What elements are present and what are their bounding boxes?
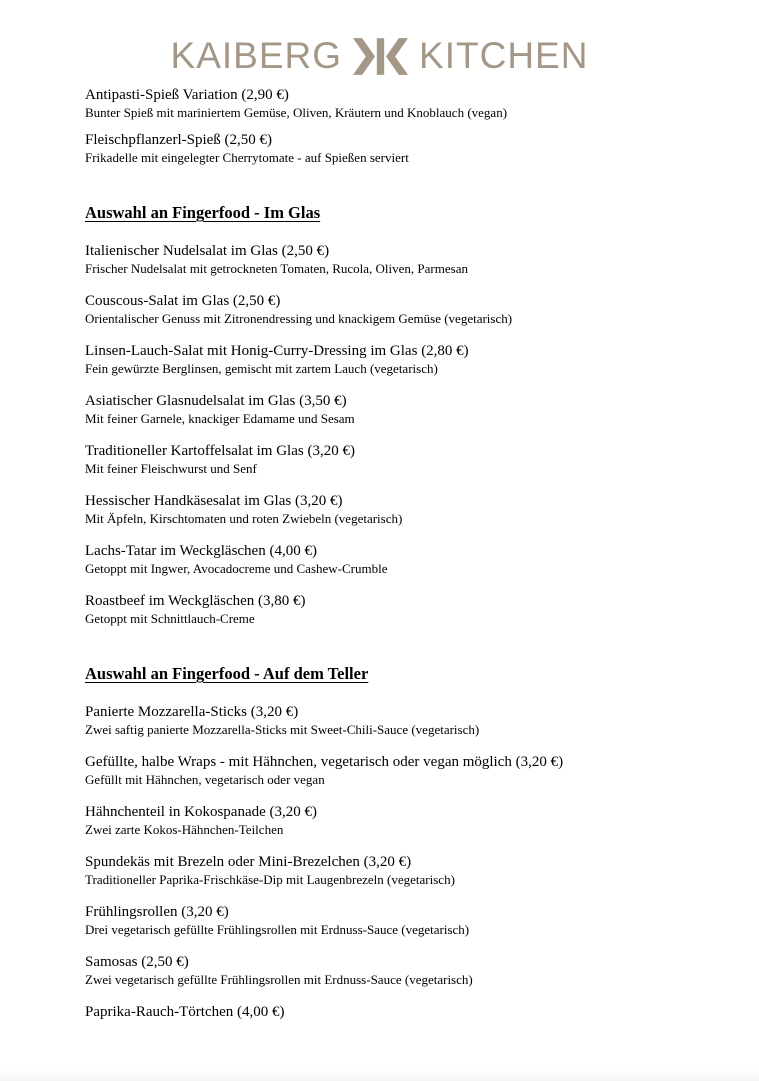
menu-item-title — [85, 753, 674, 771]
menu-item-name: Panierte Mozzarella-Sticks — [85, 704, 248, 720]
menu-item-description: Orientalischer Genuss mit Zitronendressing und knackigem Gemüse (vegetarisch) — [85, 311, 513, 326]
menu-item — [85, 86, 674, 121]
menu-item-title — [85, 131, 674, 149]
menu-item-title — [85, 542, 674, 560]
logo-word-kitchen: KITCHEN — [419, 35, 589, 76]
menu-item-title — [85, 442, 674, 460]
menu-item — [85, 853, 674, 888]
menu-item-price: (3,20 €) — [269, 804, 318, 820]
menu-section-im-glas — [85, 202, 674, 627]
logo-word-kaiberg: KAIBERG — [170, 35, 343, 76]
section-heading: Auswahl an Fingerfood - Im Glas — [85, 203, 321, 222]
menu-item-title — [85, 953, 674, 971]
menu-item-name: Hessischer Handkäsesalat im Glas — [85, 493, 292, 509]
menu-item-name: Paprika-Rauch-Törtchen — [85, 1004, 234, 1020]
menu-item-name: Gefüllte, halbe Wraps - mit Hähnchen, vegetarisch oder vegan möglich — [85, 754, 512, 770]
menu-item-name: Italienischer Nudelsalat im Glas — [85, 243, 278, 259]
menu-item-name: Frühlingsrollen — [85, 904, 178, 920]
menu-item-price: (3,20 €) — [363, 854, 412, 870]
menu-item — [85, 753, 674, 788]
menu-item — [85, 131, 674, 166]
menu-item — [85, 492, 674, 527]
menu-item-name: Antipasti-Spieß Variation — [85, 87, 238, 103]
menu-item-title — [85, 342, 674, 360]
menu-item-price: (2,90 €) — [241, 87, 289, 103]
menu-item-price: (3,20 €) — [181, 904, 229, 920]
menu-item — [85, 392, 674, 427]
menu-item-price: (2,50 €) — [281, 243, 330, 259]
menu-item — [85, 903, 674, 938]
menu-item — [85, 953, 674, 988]
menu-item-description: Getoppt mit Ingwer, Avocadocreme und Cashew-Crumble — [85, 561, 388, 576]
menu-item-description: Mit feiner Garnele, knackiger Edamame und Sesam — [85, 411, 355, 426]
menu-item-description: Getoppt mit Schnittlauch-Creme — [85, 611, 255, 626]
menu-item-name: Linsen-Lauch-Salat mit Honig-Curry-Dressing im Glas — [85, 343, 418, 359]
menu-item-title — [85, 392, 674, 410]
menu-item-description: Frikadelle mit eingelegter Cherrytomate - auf Spießen serviert — [85, 150, 409, 165]
menu-item-description: Traditioneller Paprika-Frischkäse-Dip mit Laugenbrezeln (vegetarisch) — [85, 872, 455, 887]
menu-item — [85, 542, 674, 577]
menu-item-title — [85, 292, 674, 310]
menu-item-name: Traditioneller Kartoffelsalat im Glas — [85, 443, 304, 459]
menu-item-description: Zwei zarte Kokos-Hähnchen-Teilchen — [85, 822, 284, 837]
menu-item-price: (4,00 €) — [237, 1004, 285, 1020]
menu-content — [0, 86, 759, 1021]
menu-item — [85, 442, 674, 477]
menu-item-price: (3,20 €) — [294, 493, 343, 509]
menu-item-name: Hähnchenteil in Kokospanade — [85, 804, 266, 820]
section-heading: Auswahl an Fingerfood - Auf dem Teller — [85, 664, 369, 683]
menu-item-title — [85, 903, 674, 921]
menu-item-title — [85, 86, 674, 104]
menu-item — [85, 703, 674, 738]
menu-item-price: (4,00 €) — [269, 543, 317, 559]
menu-section-auf-dem-teller — [85, 663, 674, 1021]
menu-item-price: (3,50 €) — [299, 393, 347, 409]
menu-item-description: Mit feiner Fleischwurst und Senf — [85, 461, 257, 476]
menu-item-description: Drei vegetarisch gefüllte Frühlingsrollen mit Erdnuss-Sauce (vegetarisch) — [85, 922, 470, 937]
menu-item — [85, 1003, 674, 1021]
menu-item-title — [85, 853, 674, 871]
menu-item-description: Fein gewürzte Berglinsen, gemischt mit zartem Lauch (vegetarisch) — [85, 361, 438, 376]
page-bottom-shadow — [0, 1069, 759, 1081]
menu-item-name: Couscous-Salat im Glas — [85, 293, 230, 309]
menu-item — [85, 592, 674, 627]
menu-item-price: (2,50 €) — [141, 954, 189, 970]
menu-item-description: Gefüllt mit Hähnchen, vegetarisch oder vegan — [85, 772, 325, 787]
menu-item-description: Mit Äpfeln, Kirschtomaten und roten Zwiebeln (vegetarisch) — [85, 511, 403, 526]
menu-item-name: Fleischpflanzerl-Spieß — [85, 132, 221, 148]
menu-item-title — [85, 492, 674, 510]
menu-item-title — [85, 803, 674, 821]
menu-item — [85, 292, 674, 327]
menu-item-name: Asiatischer Glasnudelsalat im Glas — [85, 393, 296, 409]
menu-item-description: Zwei vegetarisch gefüllte Frühlingsrollen mit Erdnuss-Sauce (vegetarisch) — [85, 972, 473, 987]
menu-item — [85, 242, 674, 277]
menu-item-price: (2,50 €) — [224, 132, 273, 148]
menu-item-name: Roastbeef im Weckgläschen — [85, 593, 255, 609]
menu-item-price: (3,20 €) — [250, 704, 299, 720]
menu-item-title — [85, 592, 674, 610]
menu-item-title — [85, 1003, 674, 1021]
menu-item-price: (3,80 €) — [258, 593, 306, 609]
menu-item-price: (3,20 €) — [515, 754, 564, 770]
menu-item-name: Samosas — [85, 954, 138, 970]
menu-item-name: Lachs-Tatar im Weckgläschen — [85, 543, 266, 559]
menu-item-title — [85, 242, 674, 260]
menu-item — [85, 803, 674, 838]
menu-item-description: Bunter Spieß mit mariniertem Gemüse, Oliven, Kräutern und Knoblauch (vegan) — [85, 105, 508, 120]
menu-item-description: Zwei saftig panierte Mozzarella-Sticks mit Sweet-Chili-Sauce (vegetarisch) — [85, 722, 480, 737]
kaiberg-double-chevron-icon — [353, 38, 408, 75]
menu-item-price: (2,80 €) — [421, 343, 469, 359]
menu-item — [85, 342, 674, 377]
menu-item-title — [85, 703, 674, 721]
menu-item-price: (2,50 €) — [232, 293, 281, 309]
menu-item-name: Spundekäs mit Brezeln oder Mini-Brezelchen — [85, 854, 360, 870]
menu-item-price: (3,20 €) — [307, 443, 355, 459]
logo — [0, 0, 759, 78]
menu-item-description: Frischer Nudelsalat mit getrockneten Tomaten, Rucola, Oliven, Parmesan — [85, 261, 468, 276]
